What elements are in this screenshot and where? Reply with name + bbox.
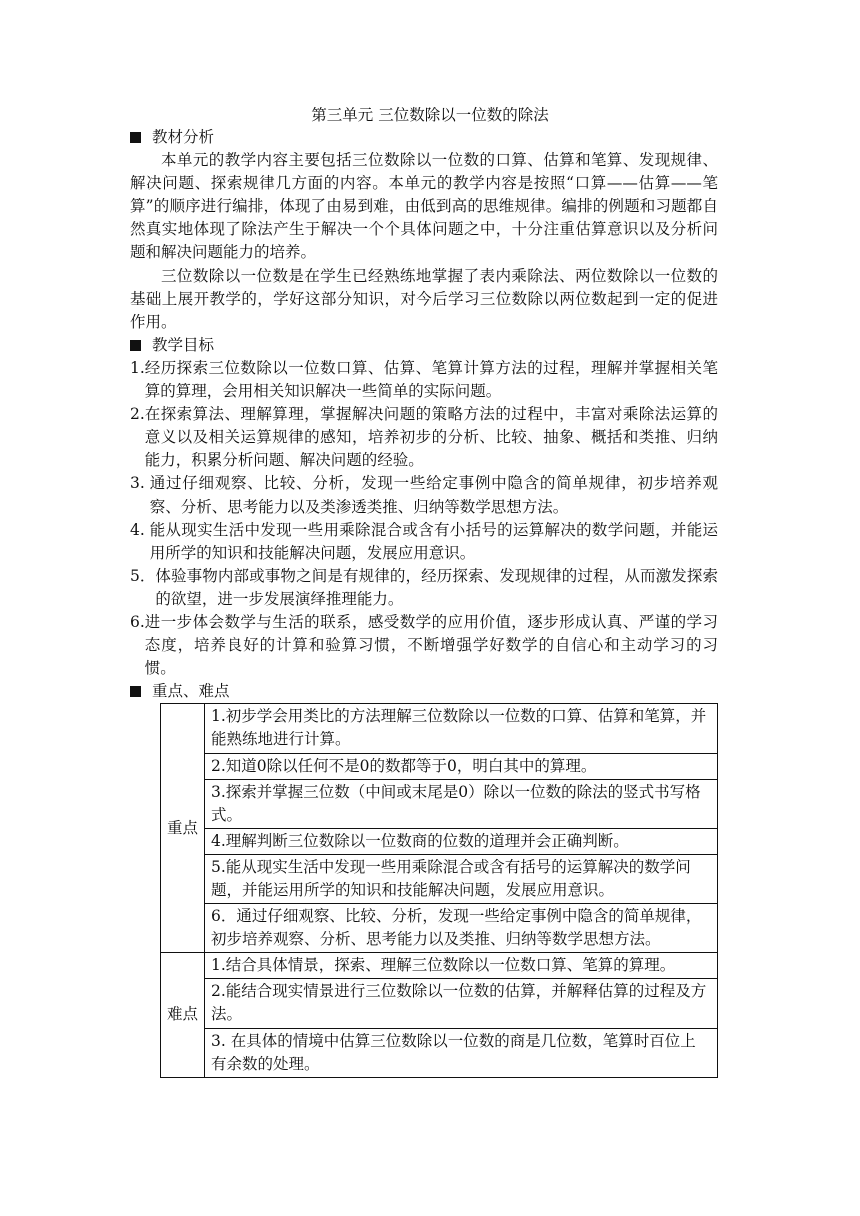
table-row [161, 953, 718, 979]
goal-number: 6. [130, 612, 145, 631]
nandian-cell: 1.结合具体情景，探索、理解三位数除以一位数口算、笔算的算理。 [205, 953, 718, 979]
table-row [161, 828, 718, 854]
bullet-square-icon [130, 132, 141, 143]
table-row [161, 904, 718, 953]
goal-number: 5． [130, 566, 156, 585]
goal-item [130, 611, 718, 680]
goal-number: 3. [130, 474, 150, 493]
goal-item [130, 565, 718, 611]
goal-text: 体验事物内部或事物之间是有规律的，经历探索、发现规律的过程，从而激发探索的欲望，进一步发展演绎推理能力。 [155, 566, 718, 608]
table-row [161, 779, 718, 828]
goal-text: 能从现实生活中发现一些用乘除混合或含有小括号的运算解决的数学问题，并能运用所学的知识和技能解决问题，发展应用意识。 [149, 520, 718, 562]
bullet-square-icon [130, 686, 141, 697]
zhongdian-cell: 3.探索并掌握三位数（中间或末尾是0）除以一位数的除法的竖式书写格式。 [205, 779, 718, 828]
nandian-cell: 2.能结合现实情景进行三位数除以一位数的估算，并解释估算的过程及方法。 [205, 979, 718, 1028]
zhongdian-cell: 4.理解判断三位数除以一位数商的位数的道理并会正确判断。 [205, 828, 718, 854]
goal-number: 4. [130, 520, 150, 539]
section-heading-label: 教学目标 [152, 335, 215, 354]
table-row [161, 1028, 718, 1077]
section-heading-goals [130, 334, 718, 357]
nandian-cell: 3. 在具体的情境中估算三位数除以一位数的商是几位数，笔算时百位上有余数的处理。 [205, 1028, 718, 1077]
page-title: 第三单元 三位数除以一位数的除法 [311, 106, 549, 124]
table-row [161, 704, 718, 753]
goal-number: 2. [130, 405, 145, 424]
section-heading-analysis [130, 126, 718, 149]
goal-item [130, 357, 718, 403]
keypoints-table [160, 703, 718, 1077]
analysis-paragraph: 本单元的教学内容主要包括三位数除以一位数的口算、估算和笔算、发现规律、解决问题、探索规律几方面的内容。本单元的教学内容是按照“口算——估算——笔算”的顺序进行编排，体现了由易到难，由低到高的思维规律。编排的例题和习题都自然真实地体现了除法产生于解决一个个具体问题之中，十分注重估算意识以及分析问题和解决问题能力的培养。 [130, 151, 718, 262]
goal-text: 在探索算法、理解算理，掌握解决问题的策略方法的过程中，丰富对乘除法运算的意义以及相关运算规律的感知，培养初步的分析、比较、抽象、概括和类推、归纳能力，积累分析问题、解决问题的经验。 [144, 405, 718, 470]
zhongdian-cell: 5.能从现实生活中发现一些用乘除混合或含有括号的运算解决的数学问题，并能运用所学的知识和技能解决问题，发展应用意识。 [205, 854, 718, 903]
table-row [161, 753, 718, 779]
section-heading-label: 教材分析 [152, 128, 215, 146]
zhongdian-label-cell: 重点 [161, 704, 205, 953]
section-heading-keypoints [130, 680, 718, 703]
goal-item [130, 403, 718, 472]
goal-text: 通过仔细观察、比较、分析，发现一些给定事例中隐含的简单规律，初步培养观察、分析、思考能力以及类渗透类推、归纳等数学思想方法。 [149, 474, 718, 516]
goal-number: 1. [130, 358, 145, 377]
analysis-paragraph: 三位数除以一位数是在学生已经熟练地掌握了表内乘除法、两位数除以一位数的基础上展开教学的，学好这部分知识，对今后学习三位数除以两位数起到一定的促进作用。 [130, 266, 718, 331]
bullet-square-icon [130, 340, 141, 351]
section-heading-label: 重点、难点 [152, 682, 230, 701]
zhongdian-cell: 2.知道0除以任何不是0的数都等于0，明白其中的算理。 [205, 753, 718, 779]
table-row [161, 979, 718, 1028]
document-body [130, 126, 718, 1078]
goal-text: 进一步体会数学与生活的联系，感受数学的应用价值，逐步形成认真、严谨的学习态度，培养良好的计算和验算习惯，不断增强学好数学的自信心和主动学习的习惯。 [144, 612, 718, 678]
goal-text: 经历探索三位数除以一位数口算、估算、笔算计算方法的过程，理解并掌握相关笔算的算理，会用相关知识解决一些简单的实际问题。 [144, 358, 718, 401]
goal-item [130, 519, 718, 565]
zhongdian-cell: 6．通过仔细观察、比较、分析，发现一些给定事例中隐含的简单规律，初步培养观察、分析、思考能力以及类推、归纳等数学思想方法。 [205, 904, 718, 953]
table-row [161, 854, 718, 903]
zhongdian-cell: 1.初步学会用类比的方法理解三位数除以一位数的口算、估算和笔算，并能熟练地进行计算。 [205, 704, 718, 753]
goal-item [130, 472, 718, 518]
nandian-label-cell: 难点 [161, 953, 205, 1077]
